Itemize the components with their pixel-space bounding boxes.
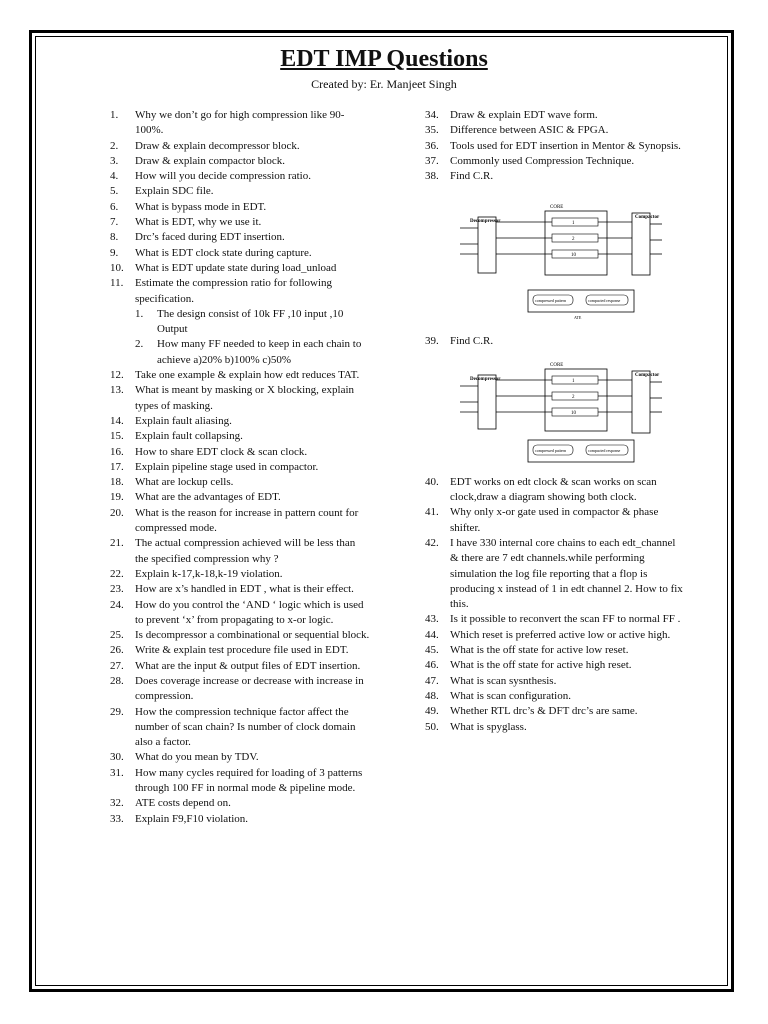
question-number: 18. bbox=[110, 476, 124, 489]
question-item bbox=[425, 628, 685, 643]
question-item bbox=[110, 383, 370, 414]
question-number: 41. bbox=[425, 506, 439, 519]
compactor-box bbox=[632, 371, 650, 433]
question-number: 25. bbox=[110, 629, 124, 642]
sub-question bbox=[135, 307, 370, 338]
question-text: Explain fault collapsing. bbox=[135, 430, 243, 443]
question-number: 40. bbox=[425, 475, 439, 488]
question-item bbox=[110, 200, 370, 215]
question-number: 12. bbox=[110, 369, 124, 382]
question-number: 15. bbox=[110, 430, 124, 443]
question-number: 20. bbox=[110, 506, 124, 519]
question-number: 33. bbox=[110, 812, 124, 825]
question-text: What are lockup cells. bbox=[135, 476, 234, 489]
question-text: What is spyglass. bbox=[450, 720, 527, 733]
question-text: Drc’s faced during EDT insertion. bbox=[135, 231, 285, 244]
decompressor-box bbox=[478, 217, 496, 273]
question-item bbox=[425, 720, 685, 735]
chain-box-1 bbox=[552, 218, 598, 226]
right-question-list-a bbox=[425, 108, 685, 184]
question-item bbox=[110, 506, 370, 537]
question-item bbox=[425, 475, 685, 506]
question-text: What is scan configuration. bbox=[450, 689, 571, 702]
question-item bbox=[110, 445, 370, 460]
question-number: 28. bbox=[110, 674, 124, 687]
question-number: 11. bbox=[110, 277, 124, 290]
compacted-response-label: compacted response bbox=[588, 447, 621, 453]
question-text: I have 330 internal core chains to each edt_channel & there are 7 edt channels.while performing simulation the log file reporting that a flop is producing x instead of 1 in edt channel 2. How to fix this. bbox=[450, 536, 683, 611]
question-item bbox=[425, 689, 685, 704]
question-text: What is EDT update state during load_unload bbox=[135, 261, 337, 274]
question-item bbox=[110, 567, 370, 582]
question-item bbox=[425, 505, 685, 536]
question-item bbox=[425, 658, 685, 673]
question-text: What are the input & output files of EDT insertion. bbox=[135, 659, 361, 672]
chain-label-10: 10 bbox=[571, 253, 576, 259]
question-item bbox=[110, 643, 370, 658]
question-39 bbox=[425, 334, 685, 349]
chain-box-2 bbox=[552, 392, 598, 400]
question-number: 39. bbox=[425, 335, 439, 348]
question-text: Explain pipeline stage used in compactor. bbox=[135, 460, 319, 473]
question-text: What is EDT clock state during capture. bbox=[135, 246, 312, 259]
question-text: Does coverage increase or decrease with increase in compression. bbox=[135, 674, 364, 703]
question-number: 35. bbox=[425, 124, 439, 137]
chain-box-2 bbox=[552, 234, 598, 242]
compactor-box bbox=[632, 213, 650, 275]
question-text: Draw & explain compactor block. bbox=[135, 154, 285, 167]
question-text: Estimate the compression ratio for following specification. bbox=[135, 277, 333, 305]
question-text: How the compression technique factor affect the number of scan chain? Is number of clock domain also a factor. bbox=[135, 705, 356, 749]
compressed-pattern-label: compressed pattern bbox=[535, 298, 566, 304]
question-number: 19. bbox=[110, 491, 124, 504]
question-number: 1. bbox=[110, 109, 119, 121]
question-number: 47. bbox=[425, 674, 439, 687]
question-number: 31. bbox=[110, 766, 124, 779]
question-text: Explain SDC file. bbox=[135, 185, 214, 198]
question-item bbox=[110, 154, 370, 169]
question-text: What are the advantages of EDT. bbox=[135, 491, 281, 504]
sub-question bbox=[135, 337, 370, 368]
decompressor-label: Decompressor bbox=[470, 376, 501, 382]
question-item bbox=[110, 276, 370, 307]
chain-label-1: 1 bbox=[572, 221, 575, 227]
question-text: How will you decide compression ratio. bbox=[135, 170, 311, 183]
question-number: 37. bbox=[425, 154, 439, 167]
compacted-response-label: compacted response bbox=[588, 298, 621, 304]
question-number: 2. bbox=[135, 338, 144, 351]
question-item bbox=[425, 674, 685, 689]
question-item bbox=[110, 536, 370, 567]
question-text: Explain F9,F10 violation. bbox=[135, 812, 249, 825]
question-item bbox=[110, 184, 370, 199]
question-text: Write & explain test procedure file used in EDT. bbox=[135, 644, 349, 657]
question-text: What is the off state for active high reset. bbox=[450, 659, 632, 672]
compactor-label: Compactor bbox=[635, 215, 660, 221]
compressed-pattern-label: compressed pattern bbox=[535, 447, 566, 453]
question-item bbox=[110, 674, 370, 705]
question-number: 43. bbox=[425, 613, 439, 626]
page-subtitle: Created by: Er. Manjeet Singh bbox=[311, 77, 457, 91]
question-number: 46. bbox=[425, 659, 439, 672]
question-item bbox=[110, 215, 370, 230]
chain-box-1 bbox=[552, 376, 598, 384]
question-text: Explain k-17,k-18,k-19 violation. bbox=[135, 567, 283, 580]
question-number: 16. bbox=[110, 445, 124, 458]
question-number: 29. bbox=[110, 705, 124, 718]
question-item bbox=[110, 705, 370, 751]
question-text: What is meant by masking or X blocking, explain types of masking. bbox=[135, 384, 355, 412]
decompressor-box bbox=[478, 375, 496, 429]
question-number: 6. bbox=[110, 200, 119, 213]
question-item bbox=[425, 108, 685, 123]
question-item bbox=[110, 108, 370, 139]
question-item bbox=[110, 460, 370, 475]
question-number: 3. bbox=[110, 154, 119, 167]
decompressor-label: Decompressor bbox=[470, 219, 501, 225]
question-number: 34. bbox=[425, 109, 439, 121]
question-item bbox=[425, 704, 685, 719]
question-item bbox=[425, 154, 685, 169]
question-text: Why only x-or gate used in compactor & phase shifter. bbox=[450, 506, 659, 534]
edt-diagram-1 bbox=[450, 188, 665, 328]
question-item bbox=[110, 659, 370, 674]
question-number: 21. bbox=[110, 537, 124, 550]
question-item bbox=[110, 429, 370, 444]
question-item bbox=[110, 169, 370, 184]
question-number: 23. bbox=[110, 583, 124, 596]
question-item bbox=[425, 169, 685, 184]
question-item bbox=[110, 246, 370, 261]
question-item bbox=[110, 628, 370, 643]
question-number: 8. bbox=[110, 231, 119, 244]
question-text: The actual compression achieved will be less than the specified compression why ? bbox=[135, 537, 356, 565]
edt-diagram-2 bbox=[450, 354, 665, 469]
question-text: Find C.R. bbox=[450, 335, 494, 348]
question-item bbox=[425, 536, 685, 612]
question-text: Find C.R. bbox=[450, 170, 494, 183]
question-number: 36. bbox=[425, 139, 439, 152]
question-number: 2. bbox=[110, 139, 119, 152]
question-item bbox=[110, 812, 370, 827]
question-number: 22. bbox=[110, 567, 124, 580]
question-text: Draw & explain decompressor block. bbox=[135, 139, 300, 152]
question-text: What is EDT, why we use it. bbox=[135, 216, 262, 229]
question-text: What is scan sysnthesis. bbox=[450, 674, 557, 687]
question-number: 14. bbox=[110, 414, 124, 427]
question-item bbox=[110, 490, 370, 505]
question-text: Is it possible to reconvert the scan FF to normal FF . bbox=[450, 613, 681, 626]
question-text: ATE costs depend on. bbox=[135, 797, 231, 810]
question-item bbox=[110, 261, 370, 276]
chain-label-2: 2 bbox=[572, 237, 575, 243]
question-text: Tools used for EDT insertion in Mentor & Synopsis. bbox=[450, 139, 681, 152]
question-text: EDT works on edt clock & scan works on scan clock,draw a diagram showing both clock. bbox=[450, 475, 657, 504]
left-column bbox=[110, 108, 370, 827]
question-text: Difference between ASIC & FPGA. bbox=[450, 124, 609, 137]
question-text: Draw & explain EDT wave form. bbox=[450, 109, 598, 121]
question-number: 45. bbox=[425, 644, 439, 657]
chain-label-2: 2 bbox=[572, 394, 575, 400]
left-question-list bbox=[110, 108, 370, 827]
question-number: 7. bbox=[110, 216, 119, 229]
right-question-list-b bbox=[425, 475, 685, 735]
question-text: How many FF needed to keep in each chain to achieve a)20% b)100% c)50% bbox=[157, 338, 362, 366]
question-item bbox=[110, 414, 370, 429]
question-text: Which reset is preferred active low or active high. bbox=[450, 628, 671, 641]
ate-label: ATE bbox=[574, 315, 582, 321]
question-number: 50. bbox=[425, 720, 439, 733]
question-item bbox=[110, 750, 370, 765]
question-number: 49. bbox=[425, 705, 439, 718]
question-text: The design consist of 10k FF ,10 input ,10 Output bbox=[157, 307, 344, 336]
question-text: What is bypass mode in EDT. bbox=[135, 200, 267, 213]
question-text: What is the off state for active low reset. bbox=[450, 644, 629, 657]
question-number: 48. bbox=[425, 689, 439, 702]
chain-label-10: 10 bbox=[571, 410, 576, 416]
question-text: Take one example & explain how edt reduces TAT. bbox=[135, 369, 360, 382]
question-item bbox=[425, 612, 685, 627]
question-item bbox=[110, 582, 370, 597]
question-number: 10. bbox=[110, 261, 124, 274]
core-label: CORE bbox=[550, 205, 564, 211]
question-text: How do you control the ‘AND ‘ logic which is used to prevent ‘x’ from propagating to x-or logic. bbox=[135, 598, 364, 626]
question-text: Is decompressor a combinational or sequential block. bbox=[135, 629, 370, 642]
chain-label-1: 1 bbox=[572, 378, 575, 384]
question-item bbox=[110, 796, 370, 811]
right-column bbox=[425, 108, 685, 735]
question-item bbox=[425, 139, 685, 154]
question-item bbox=[110, 598, 370, 629]
question-number: 4. bbox=[110, 170, 119, 183]
page-title: EDT IMP Questions bbox=[280, 46, 488, 72]
compactor-label: Compactor bbox=[635, 372, 660, 378]
question-number: 9. bbox=[110, 246, 119, 259]
question-text: Whether RTL drc’s & DFT drc’s are same. bbox=[450, 705, 638, 718]
question-number: 42. bbox=[425, 536, 439, 549]
question-text: What do you mean by TDV. bbox=[135, 751, 259, 764]
question-text: Commonly used Compression Technique. bbox=[450, 154, 635, 167]
question-item bbox=[110, 368, 370, 383]
question-number: 30. bbox=[110, 751, 124, 764]
question-number: 44. bbox=[425, 628, 439, 641]
question-text: How to share EDT clock & scan clock. bbox=[135, 445, 308, 458]
question-number: 27. bbox=[110, 659, 124, 672]
question-item bbox=[425, 643, 685, 658]
question-number: 38. bbox=[425, 170, 439, 183]
question-item bbox=[425, 123, 685, 138]
question-number: 5. bbox=[110, 185, 119, 198]
question-item bbox=[110, 475, 370, 490]
question-number: 32. bbox=[110, 797, 124, 810]
question-number: 1. bbox=[135, 307, 144, 320]
question-number: 13. bbox=[110, 384, 124, 397]
question-number: 24. bbox=[110, 598, 124, 611]
question-item bbox=[110, 139, 370, 154]
question-text: How are x’s handled in EDT , what is their effect. bbox=[135, 583, 354, 596]
question-text: How many cycles required for loading of 3 patterns through 100 FF in normal mode & pipeline mode. bbox=[135, 766, 363, 795]
question-text: Why we don’t go for high compression like 90-100%. bbox=[135, 109, 345, 137]
question-text: What is the reason for increase in pattern count for compressed mode. bbox=[135, 506, 359, 535]
question-text: Explain fault aliasing. bbox=[135, 414, 232, 427]
core-label: CORE bbox=[550, 362, 564, 368]
question-item bbox=[110, 230, 370, 245]
question-number: 17. bbox=[110, 460, 124, 473]
question-number: 26. bbox=[110, 644, 124, 657]
question-item bbox=[110, 766, 370, 797]
